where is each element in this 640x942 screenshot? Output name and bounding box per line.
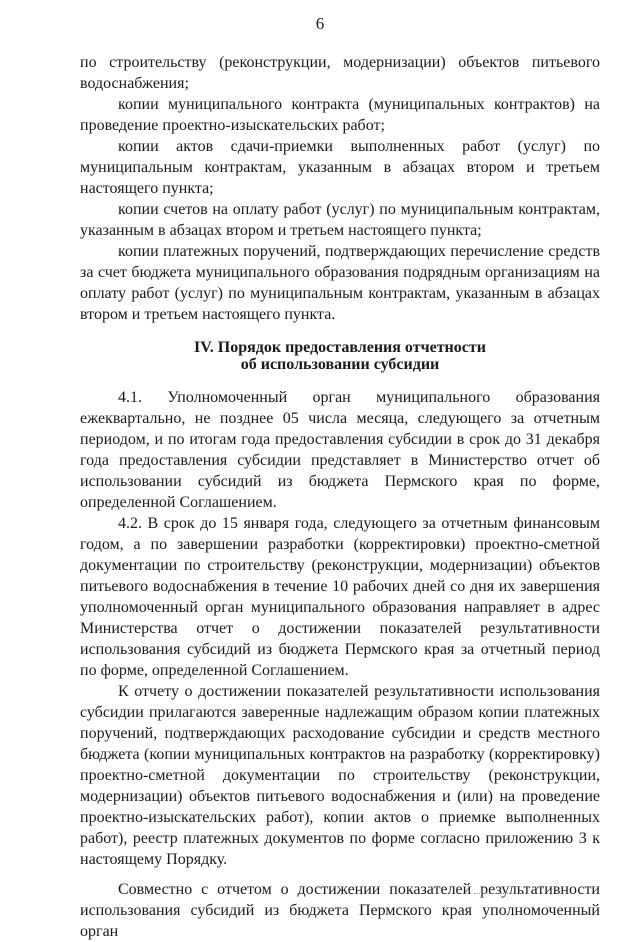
paragraph-4-1: 4.1. Уполномоченный орган муниципального образования ежеквартально, не позднее 05 числа месяца, следующего за отчетным периодом, и по итогам года предоставления субсидии в срок до 31 декабря года предоставления субсидии представляет в Министерство отчет об использовании субсидий из бюджета Пермского края по форме, определенной Соглашением.: [80, 389, 600, 511]
section-heading: [80, 339, 600, 373]
document-body: [80, 52, 600, 942]
paragraph: К отчету о достижении показателей результативности использования субсидии прилагаются заверенные надлежащим образом копии платежных поручений, подтверждающих расходование субсидии и средств местного бюджета (копии муниципальных контрактов на разработку (корректировку) проектно-сметной документации по строительству (реконструкции, модернизации) объектов питьевого водоснабжения и (или) на проведение проектно-изыскательских работ), копии актов о приемке выполненных работ), реестр платежных документов по форме согласно приложению 3 к настоящему Порядку.: [80, 683, 600, 868]
paragraph-4-2: 4.2. В срок до 15 января года, следующего за отчетным финансовым годом, а по завершении разработки (корректировки) проектно-сметной документации по строительству (реконструкции, модернизации) объектов питьевого водоснабжения в течение 10 рабочих дней со дня их завершения уполномоченный орган муниципального образования направляет в адрес Министерства отчет о достижении показателей результативности использования субсидий из бюджета Пермского края за отчетный период по форме, определенной Соглашением.: [80, 515, 600, 679]
paragraph: копии актов сдачи-приемки выполненных работ (услуг) по муниципальным контрактам, указанным в абзацах втором и третьем настоящего пункта;: [80, 138, 600, 197]
scan-artifact-line: [474, 893, 528, 894]
section-heading-line-1: IV. Порядок предоставления отчетности: [194, 339, 486, 356]
section-heading-line-2: об использовании субсидии: [240, 356, 440, 373]
paragraph-continuation: по строительству (реконструкции, модернизации) объектов питьевого водоснабжения;: [80, 54, 600, 92]
paragraph: копии платежных поручений, подтверждающих перечисление средств за счет бюджета муниципального образования подрядным организациям на оплату работ (услуг) по муниципальным контрактам, указанным в абзацах втором и третьем настоящего пункта.: [80, 243, 600, 323]
page-number: 6: [315, 14, 325, 33]
paragraph: Совместно с отчетом о достижении показателей результативности использования субсидий из бюджета Пермского края уполномоченный орган: [80, 881, 600, 940]
paragraph: копии счетов на оплату работ (услуг) по муниципальным контрактам, указанным в абзацах втором и третьем настоящего пункта;: [80, 201, 600, 239]
paragraph: копии муниципального контракта (муниципальных контрактов) на проведение проектно-изыскательских работ;: [80, 96, 600, 134]
